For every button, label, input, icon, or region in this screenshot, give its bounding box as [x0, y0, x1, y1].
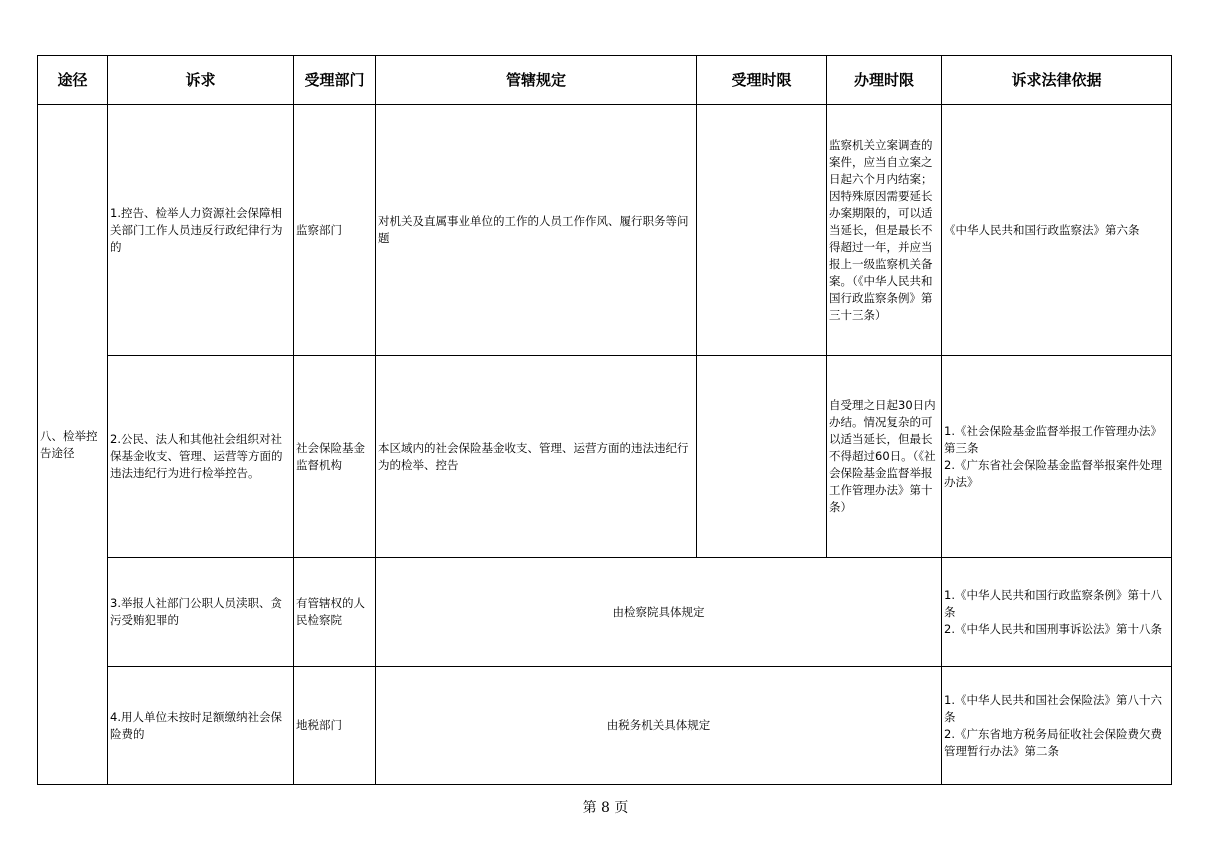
header-row — [38, 56, 1172, 105]
handle-limit-cell: 自受理之日起30日内办结。情况复杂的可以适当延长，但最长不得超过60日。（《社会保险基金监督举报工作管理办法》第十条） — [827, 356, 942, 558]
claim-cell: 3.举报人社部门公职人员渎职、贪污受贿犯罪的 — [108, 558, 294, 667]
claim-cell: 1.控告、检举人力资源社会保障相关部门工作人员违反行政纪律行为的 — [108, 105, 294, 356]
header-claim: 诉求 — [108, 56, 294, 105]
jurisdiction-cell: 对机关及直属事业单位的工作的人员工作作风、履行职务等问题 — [376, 105, 697, 356]
header-accept-limit: 受理时限 — [697, 56, 827, 105]
legal-basis-cell — [942, 667, 1172, 785]
handle-limit-cell: 监察机关立案调查的案件，应当自立案之日起六个月内结案；因特殊原因需要延长办案期限的，可以适当延长，但是最长不得超过一年，并应当报上一级监察机关备案。（《中华人民共和国行政监察条例》第三十三条） — [827, 105, 942, 356]
dept-cell: 社会保险基金监督机构 — [294, 356, 376, 558]
dept-cell: 监察部门 — [294, 105, 376, 356]
legal-basis-item: 2.《广东省地方税务局征收社会保险费欠费管理暂行办法》第二条 — [944, 726, 1162, 758]
claim-cell: 4.用人单位未按时足额缴纳社会保险费的 — [108, 667, 294, 785]
legal-basis-item: 1.《中华人民共和国行政监察条例》第十八条 — [944, 587, 1162, 619]
table-row — [38, 667, 1172, 785]
header-dept: 受理部门 — [294, 56, 376, 105]
legal-basis-cell: 《中华人民共和国行政监察法》第六条 — [942, 105, 1172, 356]
accept-limit-cell — [697, 105, 827, 356]
dept-cell: 有管辖权的人民检察院 — [294, 558, 376, 667]
dept-cell: 地税部门 — [294, 667, 376, 785]
table-row — [38, 105, 1172, 356]
header-route: 途径 — [38, 56, 108, 105]
header-jurisdiction: 管辖规定 — [376, 56, 697, 105]
merged-rule-cell: 由检察院具体规定 — [376, 558, 942, 667]
jurisdiction-cell: 本区域内的社会保险基金收支、管理、运营方面的违法违纪行为的检举、控告 — [376, 356, 697, 558]
legal-basis-cell — [942, 356, 1172, 558]
merged-rule-cell: 由税务机关具体规定 — [376, 667, 942, 785]
route-cell: 八、检举控告途径 — [38, 105, 108, 785]
legal-basis-item: 2.《广东省社会保险基金监督举报案件处理办法》 — [944, 457, 1162, 489]
legal-basis-item: 1.《社会保险基金监督举报工作管理办法》第三条 — [944, 423, 1162, 455]
legal-basis-item: 1.《中华人民共和国社会保险法》第八十六条 — [944, 692, 1162, 724]
legal-basis-cell — [942, 558, 1172, 667]
header-legal-basis: 诉求法律依据 — [942, 56, 1172, 105]
page-number: 第 8 页 — [582, 800, 629, 816]
accept-limit-cell — [697, 356, 827, 558]
main-table — [37, 55, 1172, 785]
claim-cell: 2.公民、法人和其他社会组织对社保基金收支、管理、运营等方面的违法违纪行为进行检举控告。 — [108, 356, 294, 558]
table-row — [38, 558, 1172, 667]
table-row — [38, 356, 1172, 558]
legal-basis-item: 2.《中华人民共和国刑事诉讼法》第十八条 — [944, 621, 1162, 636]
header-handle-limit: 办理时限 — [827, 56, 942, 105]
